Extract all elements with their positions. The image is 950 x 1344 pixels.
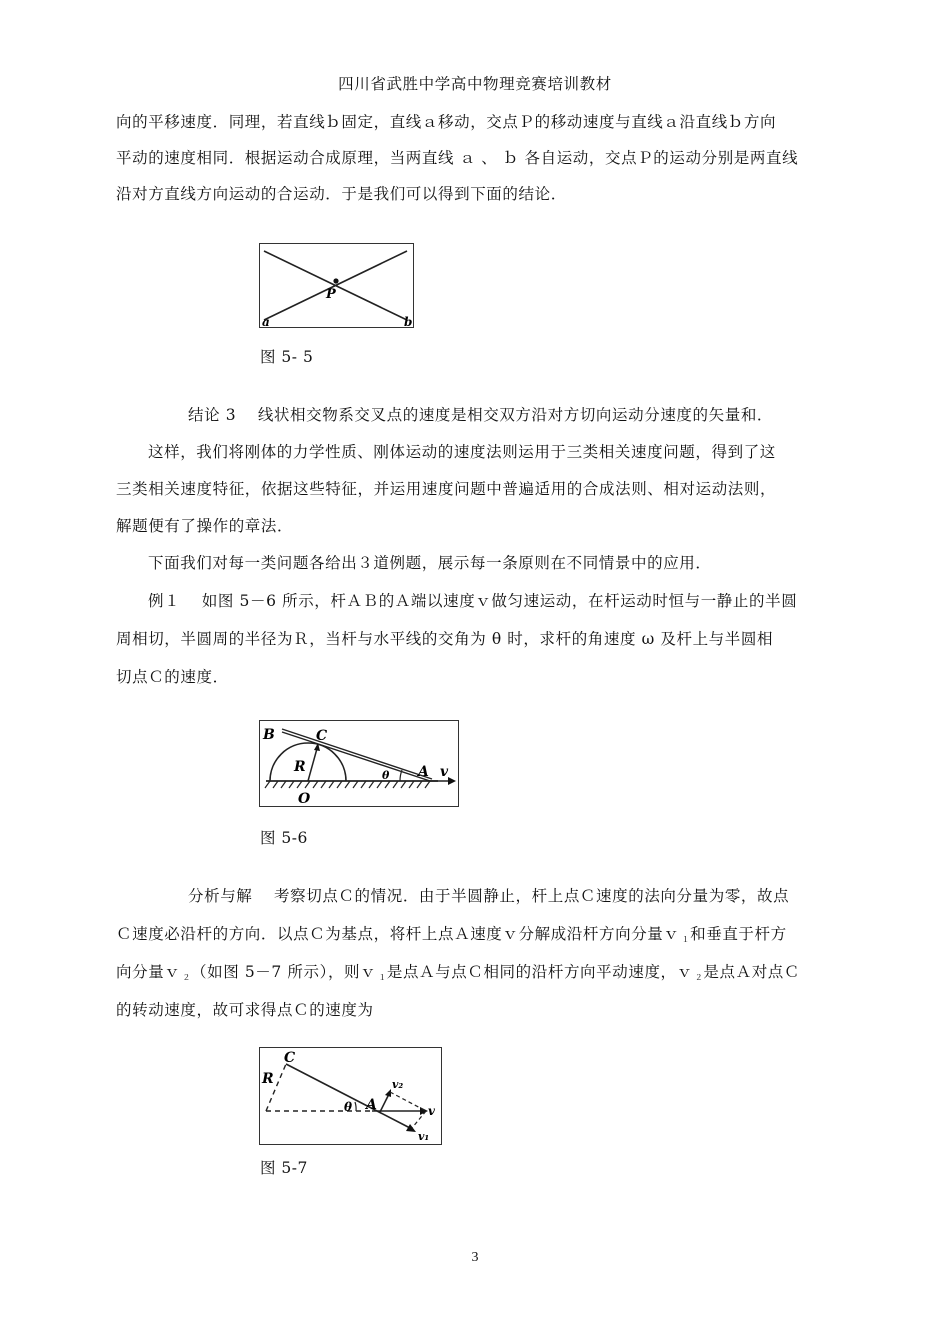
analysis-line3-a: 向分量ｖ bbox=[116, 963, 181, 981]
fig57-caption: 图 5-7 bbox=[260, 1159, 308, 1177]
subscript-v1-b: １ bbox=[378, 973, 387, 982]
fig56-label-o: O bbox=[298, 791, 311, 806]
analysis-line3-c: 是点Ａ与点Ｃ相同的沿杆方向平动速度， bbox=[386, 963, 677, 981]
fig56-label-v: v bbox=[440, 764, 449, 780]
fig56-label-a: A bbox=[418, 764, 429, 780]
para2-line2: 三类相关速度特征，依据这些特征，并运用速度问题中普遍适用的合成法则、相对运动法则， bbox=[116, 480, 777, 498]
example1-line2: 周相切，半圆周的半径为Ｒ，当杆与水平线的交角为 θ 时，求杆的角速度 ω 及杆上与半圆相 bbox=[116, 630, 774, 648]
subscript-v2: ２ bbox=[182, 973, 192, 982]
analysis-line2-text: Ｃ速度必沿杆的方向．以点Ｃ为基点，将杆上点Ａ速度ｖ分解成沿杆方向分量ｖ bbox=[116, 925, 680, 943]
fig55-label-p: P bbox=[326, 287, 336, 302]
fig57-label-r: R bbox=[262, 1071, 274, 1087]
fig57-label-c: C bbox=[284, 1050, 296, 1066]
figure-5-5-drawing bbox=[260, 244, 413, 327]
fig56-label-theta: θ bbox=[382, 769, 390, 782]
analysis-line4: 的转动速度，故可求得点Ｃ的速度为 bbox=[116, 1001, 374, 1019]
fig57-label-v1: v₁ bbox=[418, 1130, 430, 1143]
fig56-caption: 图 5-6 bbox=[260, 829, 308, 847]
figure-5-6 bbox=[259, 720, 459, 807]
fig55-label-a: a bbox=[262, 315, 270, 327]
v1-arrowhead bbox=[406, 1124, 416, 1132]
para1-line2: 平动的速度相同．根据运动合成原理，当两直线 ａ 、 ｂ 各自运动，交点Ｐ的运动分别是两直线 bbox=[116, 149, 799, 167]
fig55-label-b: b bbox=[404, 315, 413, 327]
fig57-label-v2: v₂ bbox=[392, 1078, 404, 1091]
figure-5-6-drawing bbox=[260, 721, 458, 806]
subscript-v2-b: ２ bbox=[694, 973, 704, 982]
fig57-label-v: v bbox=[428, 1104, 435, 1118]
fig56-label-r: R bbox=[294, 759, 306, 775]
analysis-line3-d: ｖ bbox=[676, 963, 693, 981]
ground-hatching bbox=[265, 781, 430, 788]
analysis-line3-e: 是点Ａ对点Ｃ bbox=[703, 963, 800, 981]
fig56-label-c: C bbox=[316, 728, 328, 744]
para2-line1: 这样，我们将刚体的力学性质、刚体运动的速度法则运用于三类相关速度问题，得到了这 bbox=[148, 443, 776, 461]
analysis-line2-end: 和垂直于杆方 bbox=[690, 925, 787, 943]
rod-line bbox=[286, 1064, 410, 1128]
intersection-point bbox=[333, 278, 338, 283]
para3: 下面我们对每一类问题各给出３道例题，展示每一条原则在不同情景中的应用． bbox=[148, 554, 712, 572]
analysis-line2 bbox=[116, 922, 787, 945]
figure-5-5 bbox=[259, 243, 414, 328]
fig55-caption: 图 5- 5 bbox=[260, 348, 314, 366]
figure-5-7-drawing bbox=[260, 1048, 441, 1144]
example1-line3: 切点Ｃ的速度． bbox=[116, 668, 229, 686]
conclusion-3: 结论 3 线状相交物系交叉点的速度是相交双方沿对方切向运动分速度的矢量和． bbox=[188, 406, 774, 424]
figure-5-7 bbox=[259, 1047, 442, 1145]
analysis-line1: 分析与解 考察切点Ｃ的情况．由于半圆静止，杆上点Ｃ速度的法向分量为零，故点 bbox=[188, 887, 790, 905]
fig56-label-b: B bbox=[263, 727, 275, 743]
example1-line1: 例１ 如图 5－6 所示，杆ＡＢ的Ａ端以速度ｖ做匀速运动，在杆运动时恒与一静止的半圆 bbox=[148, 592, 798, 610]
para1-line3: 沿对方直线方向运动的合运动．于是我们可以得到下面的结论． bbox=[116, 185, 567, 203]
subscript-v1: １ bbox=[681, 935, 691, 944]
analysis-line3-b: （如图 5－7 所示），则ｖ bbox=[191, 963, 377, 981]
para2-line3: 解题便有了操作的章法． bbox=[116, 517, 294, 535]
para1-line1: 向的平移速度．同理，若直线ｂ固定，直线ａ移动，交点Ｐ的移动速度与直线ａ沿直线ｂ方向 bbox=[116, 113, 777, 131]
page-number: 3 bbox=[471, 1250, 479, 1265]
analysis-line3 bbox=[116, 960, 800, 983]
fig57-label-a: A bbox=[366, 1097, 377, 1113]
page-header: 四川省武胜中学高中物理竞赛培训教材 bbox=[338, 75, 612, 93]
fig57-label-theta: θ bbox=[344, 1100, 353, 1114]
